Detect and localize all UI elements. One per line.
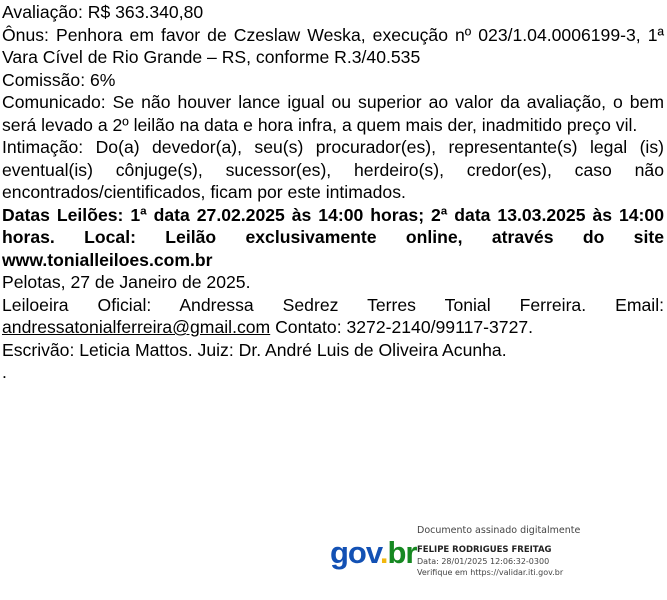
comissao-line: Comissão: 6% bbox=[2, 69, 116, 90]
leiloeira-text: Leiloeira Oficial: Andressa Sedrez Terres Tonial Ferreira. Email: bbox=[2, 294, 664, 315]
trailing-dot: . bbox=[2, 362, 7, 382]
document-body bbox=[2, 1, 664, 384]
leiloeira-paragraph bbox=[2, 294, 664, 339]
intimacao-paragraph: Intimação: Do(a) devedor(a), seu(s) procurador(es), representante(s) legal (is) eventual(is) cônjuge(s), sucessor(es), herdeiro(s), credor(es), caso não encontrados/cientificados, ficam por este intimados. bbox=[2, 137, 664, 202]
local-data-line: Pelotas, 27 de Janeiro de 2025. bbox=[2, 272, 251, 292]
signature-details bbox=[417, 524, 647, 578]
email-link[interactable]: andressatonialferreira@gmail.com bbox=[2, 317, 271, 337]
signature-title: Documento assinado digitalmente bbox=[417, 525, 581, 536]
signature-date: Data: 28/01/2025 12:06:32-0300 bbox=[417, 557, 550, 566]
signer-name: FELIPE RODRIGUES FREITAG bbox=[417, 545, 552, 555]
datas-leiloes-paragraph: Datas Leilões: 1ª data 27.02.2025 às 14:00 horas; 2ª data 13.03.2025 às 14:00 horas. Local: Leilão exclusivamente online, através do site www.tonialleiloes.com.br bbox=[2, 204, 664, 270]
gov-br-logo: gov.br bbox=[330, 535, 417, 570]
digital-signature-stamp bbox=[330, 520, 630, 590]
avaliacao-line: Avaliação: R$ 363.340,80 bbox=[2, 2, 204, 22]
contato-text: Contato: 3272-2140/99117-3727. bbox=[275, 317, 534, 337]
escrivao-line: Escrivão: Leticia Mattos. Juiz: Dr. André Luis de Oliveira Acunha. bbox=[2, 339, 507, 360]
signature-verify: Verifique em https://validar.iti.gov.br bbox=[417, 568, 564, 577]
comunicado-paragraph: Comunicado: Se não houver lance igual ou superior ao valor da avaliação, o bem será levado a 2º leilão na data e hora infra, a quem mais der, inadmitido preço vil. bbox=[2, 92, 664, 135]
onus-paragraph: Ônus: Penhora em favor de Czeslaw Weska, execução nº 023/1.04.0006199-3, 1ª Vara Cível de Rio Grande – RS, conforme R.3/40.535 bbox=[2, 24, 664, 67]
